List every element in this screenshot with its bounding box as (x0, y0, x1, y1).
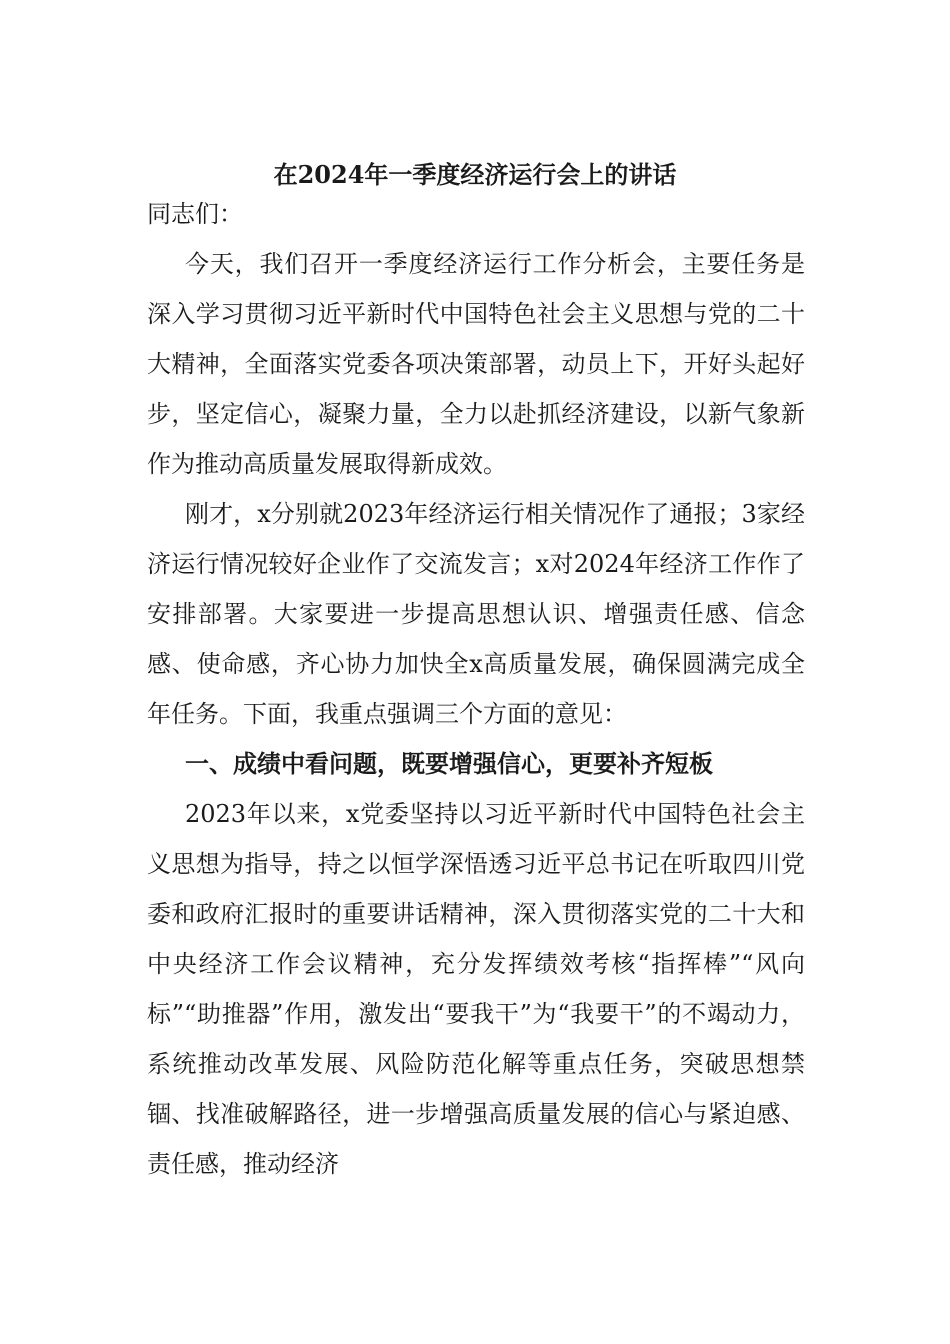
section-heading-1: 一、成绩中看问题，既要增强信心，更要补齐短板 (185, 749, 713, 778)
salutation: 同志们： (147, 200, 243, 228)
section-1-paragraph: 2023年以来，x党委坚持以习近平新时代中国特色社会主义思想为指导，持之以恒学深悟透习近平总书记在听取四川党委和政府汇报时的重要讲话精神，深入贯彻落实党的二十大和中央经济工作会议精神，充分发挥绩效考核“指挥棒”“风向标”“助推器”作用，激发出“要我干”为“我要干”的不竭动力，系统推动改革发展、风险防范化解等重点任务，突破思想禁锢、找准破解路径，进一步增强高质量发展的信心与紧迫感、责任感，推动经济 (147, 800, 805, 1178)
document-title: 在2024年一季度经济运行会上的讲话 (273, 160, 677, 189)
document-body (147, 189, 805, 1189)
paragraph-1: 今天，我们召开一季度经济运行工作分析会，主要任务是深入学习贯彻习近平新时代中国特色社会主义思想与党的二十大精神，全面落实党委各项决策部署，动员上下，开好头起好步，坚定信心，凝聚力量，全力以赴抓经济建设，以新气象新作为推动高质量发展取得新成效。 (147, 250, 805, 478)
paragraph-2: 刚才，x分别就2023年经济运行相关情况作了通报；3家经济运行情况较好企业作了交流发言；x对2024年经济工作作了安排部署。大家要进一步提高思想认识、增强责任感、信念感、使命感，齐心协力加快全x高质量发展，确保圆满完成全年任务。下面，我重点强调三个方面的意见： (147, 500, 805, 728)
